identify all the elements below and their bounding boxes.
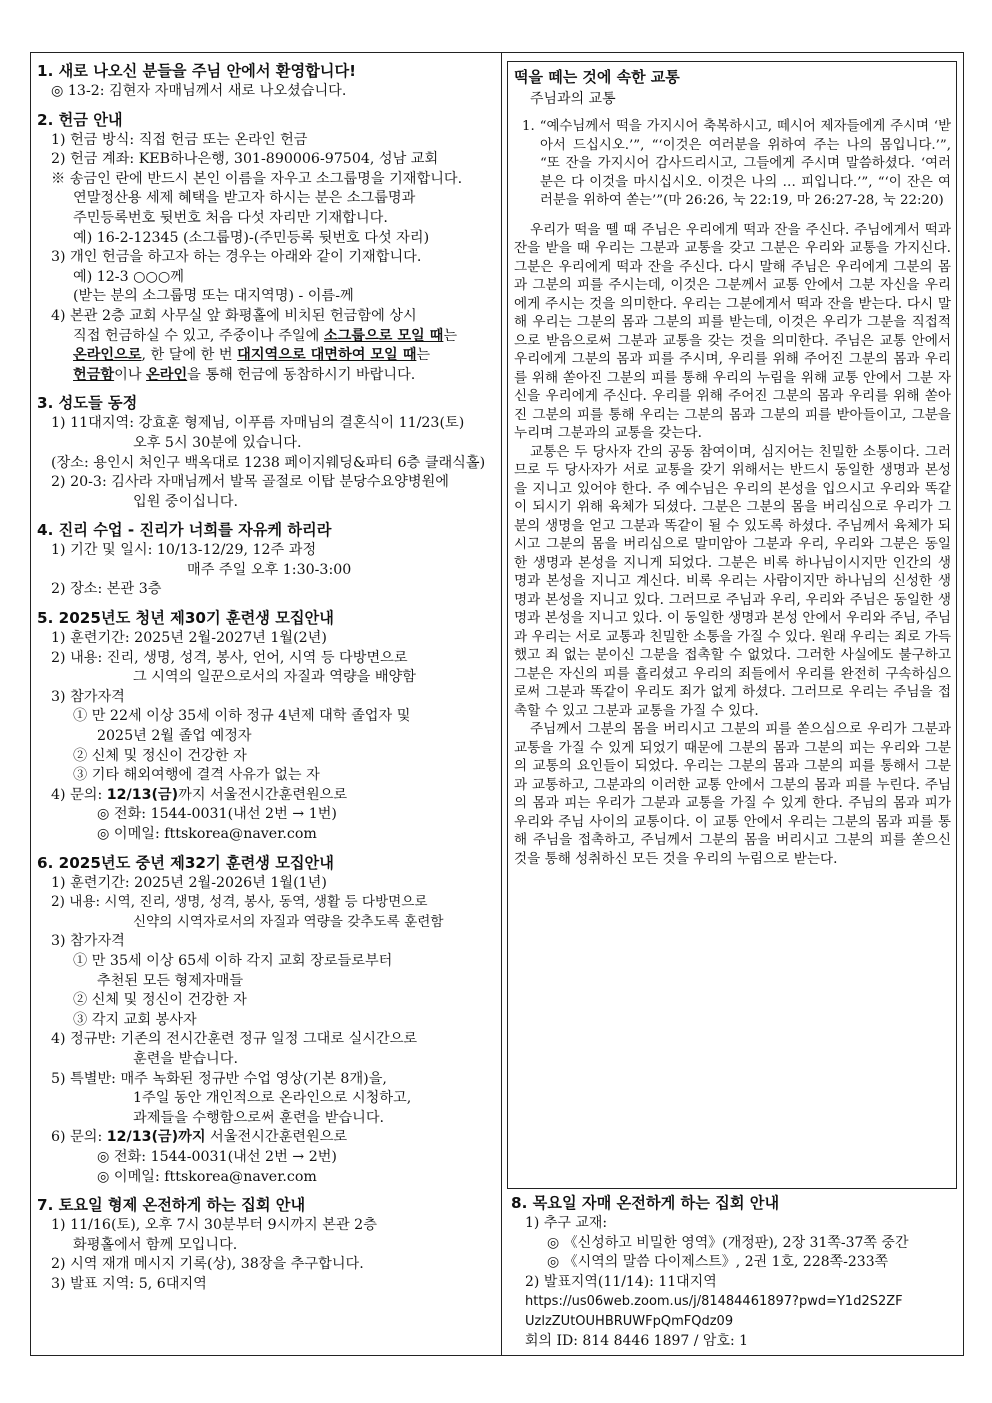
s5-email[interactable]: ◎ 이메일: fttskorea@naver.com xyxy=(97,826,317,842)
s2-line: 2) 헌금 계좌: KEB하나은행, 301-890006-97504, 성남 교회 xyxy=(51,151,439,168)
section-6-title: 6. 2025년도 중년 제32기 훈련생 모집안내 xyxy=(37,853,334,872)
s6-line: ① 만 35세 이상 65세 이하 각지 교회 장로들로부터 xyxy=(73,952,393,969)
text: 는 xyxy=(416,347,431,364)
s5-line: 2025년 2월 졸업 예정자 xyxy=(97,728,252,745)
s2-line: 4) 본관 2층 교회 사무실 앞 화평홀에 비치된 헌금함에 상시 xyxy=(51,307,417,324)
left-column xyxy=(37,61,495,1294)
s6-line: 2) 내용: 시역, 진리, 생명, 성격, 봉사, 동역, 생활 등 다방면으로 xyxy=(51,894,428,911)
s4-line: 매주 주일 오후 1:30-3:00 xyxy=(187,561,352,578)
right-column xyxy=(507,61,957,1351)
section-5-title: 5. 2025년도 청년 제30기 훈련생 모집안내 xyxy=(37,609,334,628)
s2-line: 예) 12-3 ○○○께 xyxy=(73,268,184,285)
s3-line: 입원 중이십니다. xyxy=(133,493,238,510)
section-8 xyxy=(507,1193,957,1351)
s5-line: ③ 기타 해외여행에 결격 사유가 없는 자 xyxy=(73,767,320,784)
s2-line: 예) 16-2-12345 (소그룹명)-(주민등록 뒷번호 다섯 자리) xyxy=(73,229,430,246)
s7-line: 3) 발표 지역: 5, 6대지역 xyxy=(51,1275,207,1292)
section-8-title: 8. 목요일 자매 온전하게 하는 집회 안내 xyxy=(511,1194,780,1212)
s5-line: ② 신체 및 정신이 건강한 자 xyxy=(73,747,247,764)
s2-line xyxy=(37,327,495,347)
s6-line: 신약의 시역자로서의 자질과 역량을 갖추도록 훈련함 xyxy=(133,913,444,930)
devotional-title: 떡을 떼는 것에 속한 교통 xyxy=(514,68,680,86)
section-4-title: 4. 진리 수업 - 진리가 너희를 자유케 하리라 xyxy=(37,521,332,540)
s6-line: 3) 참가자격 xyxy=(51,933,125,950)
bulletin-page xyxy=(30,52,964,1356)
s5-line: 3) 참가자격 xyxy=(51,688,125,705)
text: 이나 xyxy=(114,366,147,383)
devotional-paragraph: 우리가 떡을 뗄 때 주님은 우리에게 떡과 잔을 주신다. 주님에게서 떡과 잔을 받을 때 우리는 그분과 교통을 갖고 그분은 우리와 교통을 가지신다. 그분은 우리에게 떡과 잔을 주신다. 다시 말해 주님은 우리에게 그분의 몸과 그분의 피를 주시는데, 이것은 그분께서 교통 안에서 그분 자신을 우리에게 주시는 것을 의미한다. 우리는 그분에게서 떡과 잔을 받는다. 다시 말해 우리는 그분의 몸과 그분의 피를 받는데, 이것은 우리가 그분을 직접적으로 받음으로써 그분과 교통을 갖는 것을 의미한다. 주님은 교통 안에서 우리에게 그분의 몸과 피를 주시며, 우리를 위해 주어진 그분의 몸과 우리를 위해 쏟아진 그분의 피를 통해 우리의 누림을 위해 교통 안에서 그분 자신을 우리에게 주신다. 우리를 위해 주어진 그분의 몸과 우리를 위해 쏟아진 그분의 피를 통해 우리는 그분의 몸과 그분의 피를 받아들이고, 그분을 누리며 그분과의 교통을 갖는다. xyxy=(514,221,951,442)
devotional-paragraph: 주님께서 그분의 몸을 버리시고 그분의 피를 쏟으심으로 우리가 그분과 교통을 가질 수 있게 되었기 때문에 그분의 몸과 그분의 피는 우리와 그분의 교통의 요인들이 되었다. 우리는 그분의 몸과 그분의 피를 통해서 그분과 교통하고, 그분과의 이러한 교통 안에서 그분의 몸과 피를 누린다. 주님의 몸과 피는 우리가 그분과 교통을 가질 수 있게 한다. 주님의 몸과 피가 우리와 주님 사이의 교통이다. 이 교통 안에서 우리는 그분의 몸과 피를 통해 주님을 접촉하고, 주님께서 그분의 몸을 버리시고 그분의 피를 쏟으신 것을 통해 성취하신 모든 것을 우리의 누림으로 받는다. xyxy=(514,721,951,867)
s3-line: (장소: 용인시 처인구 백옥대로 1238 페이지웨딩&파티 6층 클래식홀) xyxy=(51,454,486,471)
s1-line: ◎ 13-2: 김현자 자매님께서 새로 나오셨습니다. xyxy=(51,83,347,99)
s2-line: 연말정산용 세제 혜택을 받고자 하시는 분은 소그룹명과 xyxy=(73,190,416,207)
s8-book: ◎ 《시역의 말씀 다이제스트》, 2권 1호, 228쪽-233쪽 xyxy=(547,1254,889,1271)
column-divider xyxy=(501,53,502,1355)
s7-line: 1) 11/16(토), 오후 7시 30분부터 9시까지 본관 2층 xyxy=(51,1217,377,1234)
emphasis-small-group: 소그룹으로 모일 때 xyxy=(323,327,444,344)
s6-line xyxy=(37,1128,495,1148)
s2-line: ※ 송금인 란에 반드시 본인 이름을 자우고 소그룹명을 기재합니다. xyxy=(51,170,463,187)
s7-line: 화평홀에서 함께 모입니다. xyxy=(73,1236,238,1253)
s2-line: 주민등록번호 뒷번호 처음 다섯 자리만 기재합니다. xyxy=(73,209,388,226)
s3-line: 1) 11대지역: 강효훈 형제님, 이푸름 자매님의 결혼식이 11/23(토) xyxy=(51,415,465,432)
s5-line xyxy=(37,786,495,806)
text: 는 xyxy=(443,327,458,344)
scripture-verse: 1. “예수님께서 떡을 가지시어 축복하시고, 떼시어 제자들에게 주시며 ‘받아서 드십시오.’”, “‘이것은 여러분을 위하여 주는 나의 몸입니다.’”, “또 잔을 가지시어 감사드리시고, 그들에게 주시며 말씀하셨다. ‘여러분은 다 이것을 마시십시오. 이것은 나의 … 피입니다.’”, “‘이 잔은 여러분을 위하여 쏟는’”(마 26:26, 눅 22:19, 마 26:27-28, 눅 22:20) xyxy=(522,119,951,209)
s6-line: 1) 훈련기간: 2025년 2월-2026년 1월(1년) xyxy=(51,874,327,891)
deadline: 12/13(금)까지 xyxy=(106,1129,206,1146)
s6-line: 4) 정규반: 기존의 전시간훈련 정규 일정 그대로 실시간으로 xyxy=(51,1031,418,1048)
s5-line: 1) 훈련기간: 2025년 2월-2027년 1월(2년) xyxy=(51,630,327,647)
s5-line: 2) 내용: 진리, 생명, 성격, 봉사, 언어, 시역 등 다방면으로 xyxy=(51,649,408,666)
s6-line: 추천된 모든 형제자매들 xyxy=(97,972,244,989)
emphasis-online: 온라인으로 xyxy=(73,347,142,364)
s2-line: 1) 헌금 방식: 직접 헌금 또는 온라인 헌금 xyxy=(51,131,308,148)
text: 까지 서울전시간훈련원으로 xyxy=(178,786,348,803)
s6-line: ③ 각지 교회 봉사자 xyxy=(73,1011,197,1028)
devotional-box xyxy=(507,61,957,1189)
meeting-id: 회의 ID: 814 8446 1897 / 암호: 1 xyxy=(525,1332,749,1349)
text: 직접 헌금하실 수 있고, 주중이나 주일에 xyxy=(73,327,324,344)
s5-phone: ◎ 전화: 1544-0031(내선 2번 → 1번) xyxy=(97,806,337,823)
s8-book: ◎ 《신성하고 비밀한 영역》(개정판), 2장 31쪽-37쪽 중간 xyxy=(547,1234,909,1251)
section-1-title: 1. 새로 나오신 분들을 주님 안에서 환영합니다! xyxy=(37,62,357,80)
s4-line: 2) 장소: 본관 3층 xyxy=(51,581,162,598)
section-2-title: 2. 헌금 안내 xyxy=(37,110,123,129)
s6-line: ② 신체 및 정신이 건강한 자 xyxy=(73,992,247,1009)
s3-line: 오후 5시 30분에 있습니다. xyxy=(133,434,302,451)
s8-line: 2) 발표지역(11/14): 11대지역 xyxy=(525,1273,717,1290)
s6-line: 훈련을 받습니다. xyxy=(133,1050,238,1067)
s8-line: 1) 추구 교재: xyxy=(525,1215,608,1231)
s2-line: (받는 분의 소그룹명 또는 대지역명) - 이름-께 xyxy=(73,288,354,305)
devotional-paragraph: 교통은 두 당사자 간의 공동 참여이며, 심지어는 친밀한 소통이다. 그러므로 두 당사자가 서로 교통을 갖기 위해서는 반드시 동일한 생명과 본성을 지니고 있어야 한다. 주 예수님은 우리의 본성을 입으시고 우리와 똑같이 되시기 위해 육체가 되셨다. 그분은 그분의 몸을 버리심으로 우리가 그분의 생명을 얻고 그분과 똑같이 될 수 있도록 하셨다. 주님께서 육체가 되시고 그분의 몸을 버리심으로 말미암아 그분과 우리, 우리와 그분은 동일한 생명과 본성을 지니게 되었다. 그분은 비록 하나님이시지만 인간의 생명과 본성을 지니고 계신다. 비록 우리는 사람이지만 하나님의 신성한 생명과 본성을 지니고 있다. 그러므로 주님과 우리, 우리와 주님은 동일한 생명과 본성을 지니고 있다. 이 동일한 생명과 본성 안에서 우리와 주님, 주님과 우리는 서로 교통과 친밀한 소통을 가질 수 있다. 원래 우리는 죄로 가득했고 죄 없는 분이신 그분을 접촉할 수 없었다. 그러한 사실에도 불구하고 그분은 자신의 피를 흘리셨고 우리의 죄들에서 우리를 완전히 구속하심으로써 그분과 똑같이 우리도 죄가 없게 하셨다. 그러므로 우리는 주님을 접촉할 수 있고 그분과 교통을 가질 수 있다. xyxy=(514,443,951,719)
s6-email[interactable]: ◎ 이메일: fttskorea@naver.com xyxy=(97,1168,317,1185)
deadline: 12/13(금) xyxy=(106,786,179,803)
devotional-subtitle: 주님과의 교통 xyxy=(530,91,616,107)
zoom-link-cont[interactable]: UzlzZUtOUHBRUWFpQmFQdz09 xyxy=(525,1313,734,1329)
s5-line: ① 만 22세 이상 35세 이하 정규 4년제 대학 졸업자 및 xyxy=(73,708,411,725)
s2-line xyxy=(37,346,495,366)
text: , 한 달에 한 번 xyxy=(141,347,238,364)
section-7-title: 7. 토요일 형제 온전하게 하는 집회 안내 xyxy=(37,1196,306,1215)
text: 4) 문의: xyxy=(51,786,107,803)
s4-line: 1) 기간 및 일시: 10/13-12/29, 12주 과정 xyxy=(51,542,317,559)
emphasis-offering-box: 헌금함 xyxy=(73,366,115,383)
s2-line xyxy=(37,366,495,386)
text: 을 통해 헌금에 동참하시기 바랍니다. xyxy=(187,366,416,383)
s5-line: 그 시역의 일꾼으로서의 자질과 역량을 배양함 xyxy=(133,669,416,686)
text: 서울전시간훈련원으로 xyxy=(205,1129,348,1146)
zoom-link[interactable]: https://us06web.zoom.us/j/81484461897?pwd=Y1d2S2ZF xyxy=(525,1294,903,1310)
s6-line: 과제들을 수행함으로써 훈련을 받습니다. xyxy=(133,1109,385,1126)
text: 6) 문의: xyxy=(51,1129,107,1146)
s3-line: 2) 20-3: 김사라 자매님께서 발목 골절로 이탑 분당수요양병원에 xyxy=(51,474,450,491)
emphasis-district: 대지역으로 대면하여 모일 때 xyxy=(237,347,417,364)
emphasis-online-2: 온라인 xyxy=(146,366,188,383)
section-3-title: 3. 성도들 동정 xyxy=(37,394,138,413)
s6-line: 1주일 동안 개인적으로 온라인으로 시청하고, xyxy=(133,1090,412,1107)
s6-line: 5) 특별반: 매주 녹화된 정규반 수업 영상(기본 8개)을, xyxy=(51,1070,387,1087)
s6-phone: ◎ 전화: 1544-0031(내선 2번 → 2번) xyxy=(97,1148,337,1165)
s7-line: 2) 시역 재개 메시지 기록(상), 38장을 추구합니다. xyxy=(51,1256,364,1273)
s2-line: 3) 개인 헌금을 하고자 하는 경우는 아래와 같이 기재합니다. xyxy=(51,249,422,266)
